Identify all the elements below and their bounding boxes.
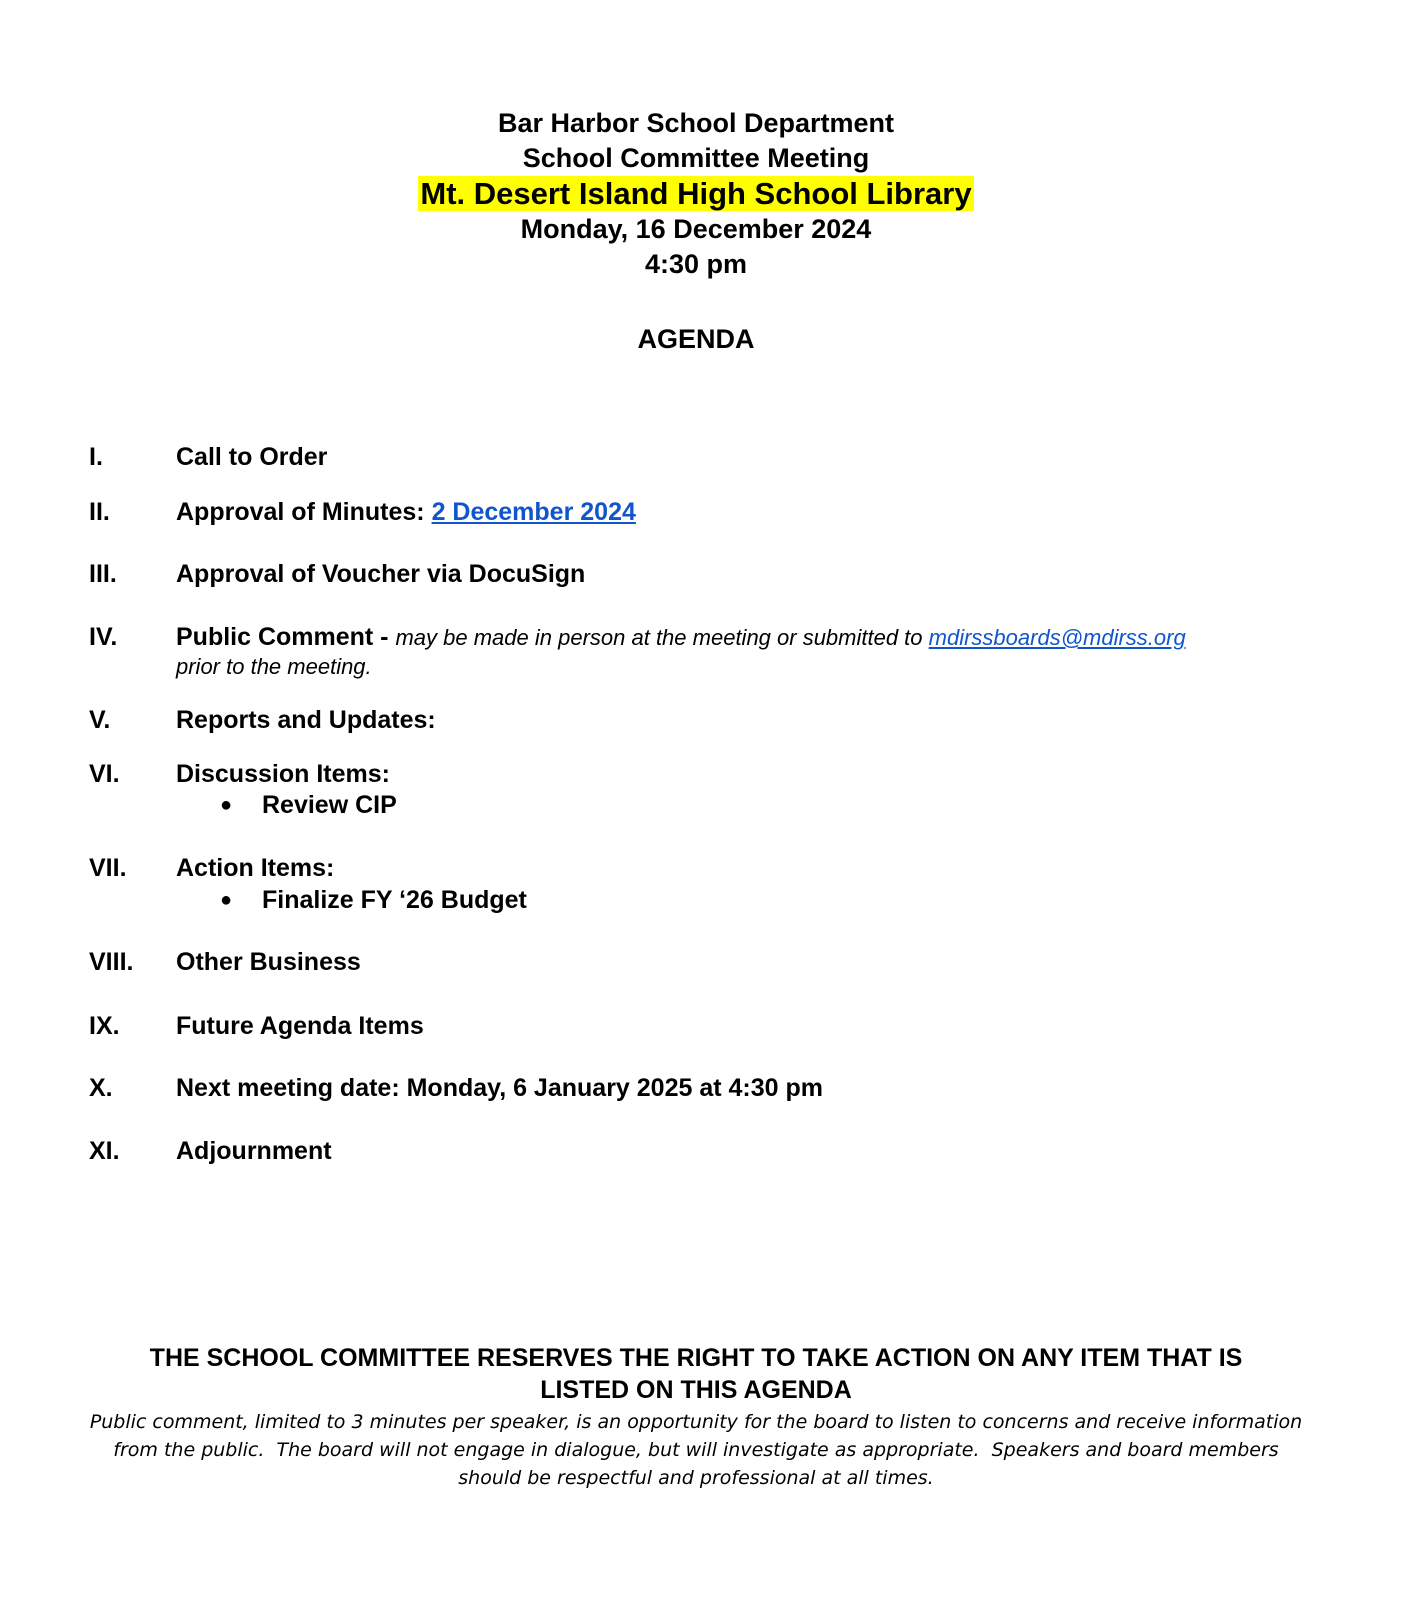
committee-notice-line-2: LISTED ON THIS AGENDA (540, 1376, 852, 1404)
sub-item-review-cip (220, 790, 397, 820)
item-label: Discussion Items: (176, 760, 390, 788)
item-label: Adjournment (176, 1137, 332, 1165)
item-label: Approval of Voucher via DocuSign (176, 560, 586, 588)
bullet-icon: ● (220, 794, 233, 816)
meeting-name: School Committee Meeting (522, 143, 870, 173)
item-label: Future Agenda Items (176, 1012, 424, 1040)
item-label: Next meeting date: Monday, 6 January 2025 at 4:30 pm (176, 1074, 823, 1102)
bullet-icon: ● (220, 889, 233, 911)
item-number: III. (89, 560, 117, 588)
document-header (0, 106, 1392, 282)
sub-item-label: Review CIP (262, 791, 397, 819)
department-name: Bar Harbor School Department (497, 108, 895, 138)
meeting-time: 4:30 pm (644, 249, 748, 279)
meeting-location (0, 176, 1392, 212)
policy-line-1: Public comment, limited to 3 minutes per speaker, is an opportunity for the board to listen to concerns and receive information (89, 1411, 1303, 1433)
item-label: Other Business (176, 948, 361, 976)
item-label: Approval of Minutes: (176, 498, 432, 526)
item-number: IX. (89, 1012, 120, 1040)
committee-notice-line-1: THE SCHOOL COMMITTEE RESERVES THE RIGHT TO TAKE ACTION ON ANY ITEM THAT IS (149, 1344, 1243, 1372)
meeting-date: Monday, 16 December 2024 (520, 214, 872, 244)
item-label: Reports and Updates: (176, 706, 436, 734)
item-number: V. (89, 706, 111, 734)
item-body (176, 622, 1186, 681)
item-number: VI. (89, 760, 120, 788)
item-label: Action Items: (176, 854, 335, 882)
item-number: IV. (89, 623, 118, 651)
item-label: Call to Order (176, 443, 328, 471)
item-number: X. (89, 1074, 113, 1102)
sub-item-label: Finalize FY ‘26 Budget (262, 886, 527, 914)
item-number: I. (89, 443, 103, 471)
policy-line-2: from the public. The board will not engage in dialogue, but will investigate as appropriate. Speakers and board members (113, 1439, 1279, 1461)
public-comment-note: may be made in person at the meeting or submitted to (395, 625, 929, 650)
committee-notice (0, 1342, 1392, 1406)
item-label: Public Comment - (176, 623, 396, 651)
minutes-link[interactable]: 2 December 2024 (431, 498, 636, 526)
location-highlight: Mt. Desert Island High School Library (420, 176, 972, 211)
item-number: VII. (89, 854, 127, 882)
item-number: II. (89, 498, 110, 526)
public-comment-note-continued: prior to the meeting. (176, 654, 372, 679)
policy-line-3: should be respectful and professional at all times. (458, 1467, 934, 1489)
sub-item-finalize-budget (220, 885, 527, 915)
agenda-title: AGENDA (637, 324, 755, 354)
item-number: VIII. (89, 948, 134, 976)
item-number: XI. (89, 1137, 120, 1165)
item-body (176, 497, 636, 527)
public-comment-policy (60, 1408, 1332, 1492)
email-link[interactable]: mdirssboards@mdirss.org (928, 625, 1186, 650)
